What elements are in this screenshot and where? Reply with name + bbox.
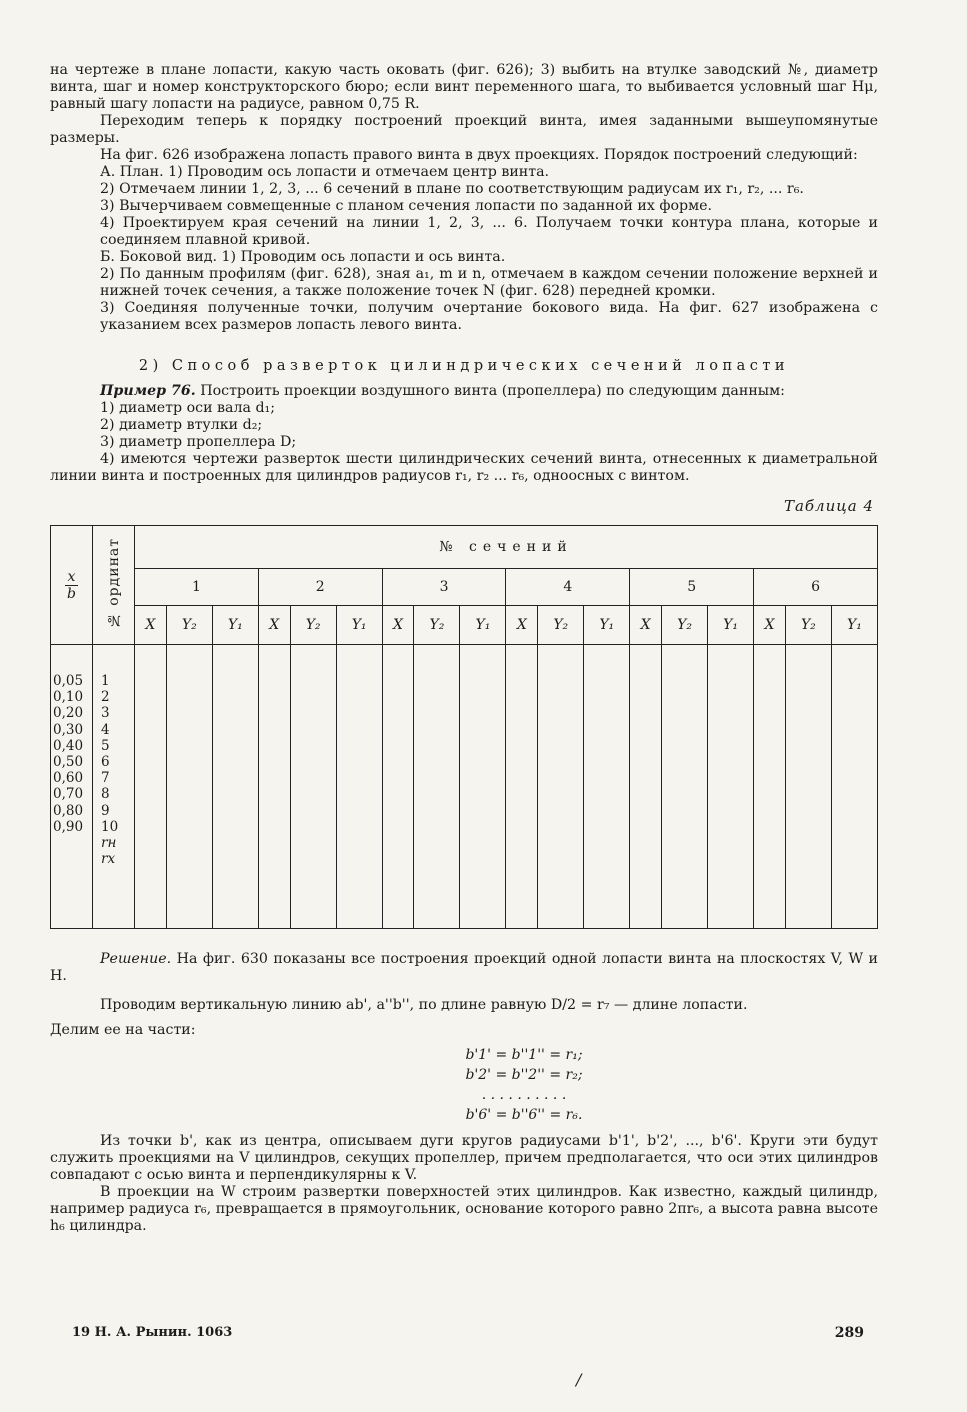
- x-over-b-header: $\frac{x}{b}$: [51, 526, 93, 645]
- x-value: 0,05: [53, 673, 84, 689]
- empty-cell: [166, 645, 212, 929]
- ordinate-number: 4: [101, 721, 110, 738]
- empty-cell: [584, 645, 630, 929]
- table-caption: Таблица 4: [783, 497, 874, 515]
- empty-cell: [662, 645, 708, 929]
- sections-header: № сечений: [135, 526, 878, 569]
- x-value: 0,50: [53, 753, 84, 770]
- sub-header-6-1: X: [754, 606, 786, 645]
- x-value: 0,60: [53, 770, 84, 787]
- ordinate-number: 5: [101, 737, 110, 754]
- solution-label: Решение.: [100, 951, 172, 967]
- example-item-4: 4) имеются чертежи разверток шести цилиндрических сечений винта, отнесенных к диаметральной линии винта и построенных для цилиндров радиусов r₁, r₂ ... r₆, одноосных с винтом.: [50, 451, 878, 484]
- step-a4: 4) Проектируем края сечений на линии 1, 2, 3, ... 6. Получаем точки контура плана, которые и соединяем плавной кривой.: [100, 215, 878, 248]
- section-number-4: 4: [506, 569, 630, 606]
- ordinate-header: № ординат: [93, 526, 135, 645]
- section-number-3: 3: [382, 569, 506, 606]
- paragraph-1: на чертеже в плане лопасти, какую часть оковать (фиг. 626); 3) выбить на втулке заводский №, диаметр винта, шаг и номер конструкторского бюро; если винт переменного шага, то выбивается условный шаг Hμ, равный шагу лопасти на радиусе, равном 0,75 R.: [50, 62, 878, 112]
- sub-header-1-1: X: [135, 606, 167, 645]
- sub-header-6-2: Y₂: [785, 606, 831, 645]
- page-body: [50, 62, 878, 1235]
- formula-1: b'1' = b''1'' = r₁;: [465, 1047, 583, 1063]
- ordinate-number: 10: [101, 818, 119, 835]
- empty-cell: [538, 645, 584, 929]
- sub-header-2-3: Y₁: [336, 606, 382, 645]
- step-a3: 3) Вычерчиваем совмещенные с планом сечения лопасти по заданной их форме.: [100, 198, 713, 214]
- formula-3: . . . . . . . . . .: [481, 1087, 567, 1103]
- example-item-3: 3) диаметр пропеллера D;: [100, 434, 297, 450]
- sub-header-5-1: X: [630, 606, 662, 645]
- plan-steps: [50, 164, 878, 334]
- x-value: 0,30: [53, 721, 84, 738]
- solution-para-b: В проекции на W строим развертки поверхностей этих цилиндров. Как известно, каждый цилиндр, например радиуса r₆, превращается в прямоугольник, основание которого равно 2πr₆, а высота равна высоте h₆ цилиндра.: [50, 1184, 878, 1234]
- ordinate-number: 7: [101, 770, 110, 787]
- sub-header-1-3: Y₁: [212, 606, 258, 645]
- formula-2: b'2' = b''2'' = r₂;: [465, 1067, 583, 1083]
- sub-header-4-1: X: [506, 606, 538, 645]
- sub-header-1-2: Y₂: [166, 606, 212, 645]
- ordinate-column: [93, 645, 135, 929]
- empty-cell: [414, 645, 460, 929]
- sub-header-5-3: Y₁: [708, 606, 754, 645]
- section-number-1: 1: [135, 569, 259, 606]
- page-footer: [72, 1325, 864, 1340]
- empty-cell: [290, 645, 336, 929]
- x-value: 0,40: [53, 737, 84, 754]
- sub-header-row: [51, 606, 878, 645]
- sub-header-2-1: X: [258, 606, 290, 645]
- ordinate-number: rн: [101, 834, 117, 851]
- empty-cell: [754, 645, 786, 929]
- sub-header-5-2: Y₂: [662, 606, 708, 645]
- x-value: 0,90: [53, 818, 84, 835]
- ordinate-number: 9: [101, 802, 110, 819]
- sub-header-3-1: X: [382, 606, 414, 645]
- step-b1: Б. Боковой вид. 1) Проводим ось лопасти и ось винта.: [100, 249, 506, 265]
- formula-4: b'6' = b''6'' = r₆.: [465, 1107, 583, 1123]
- ordinate-number: 2: [101, 689, 110, 706]
- paragraph-3: На фиг. 626 изображена лопасть правого винта в двух проекциях. Порядок построений следующий:: [100, 147, 858, 163]
- solution-line-2: Проводим вертикальную линию ab', a''b'', по длине равную D/2 = r₇ — длине лопасти.: [100, 997, 748, 1013]
- step-b3: 3) Соединяя полученные точки, получим очертание бокового вида. На фиг. 627 изображена с указанием всех размеров лопасть левого винта.: [100, 300, 878, 333]
- x-value: 0,10: [53, 689, 84, 706]
- footer-signature: 19 Н. А. Рынин. 1063: [72, 1325, 233, 1340]
- sub-header-4-3: Y₁: [584, 606, 630, 645]
- sub-header-2-2: Y₂: [290, 606, 336, 645]
- ordinate-number: 3: [101, 705, 110, 722]
- empty-cell: [708, 645, 754, 929]
- section-number-6: 6: [754, 569, 878, 606]
- step-b2: 2) По данным профилям (фиг. 628), зная a₁, m и n, отмечаем в каждом сечении положение верхней и нижней точек сечения, а также положение точек N (фиг. 628) передней кромки.: [100, 266, 878, 299]
- table-data-row: [51, 645, 878, 929]
- example-item-1: 1) диаметр оси вала d₁;: [100, 400, 276, 416]
- example-text: Построить проекции воздушного винта (пропеллера) по следующим данным:: [200, 383, 785, 399]
- empty-cell: [135, 645, 167, 929]
- sub-header-4-2: Y₂: [538, 606, 584, 645]
- section-number-row: [51, 569, 878, 606]
- example-block: [50, 383, 878, 485]
- x-values-column: [51, 645, 93, 929]
- empty-cell: [258, 645, 290, 929]
- empty-cell: [336, 645, 382, 929]
- empty-cell: [831, 645, 877, 929]
- page-number: 289: [834, 1325, 864, 1341]
- example-label: Пример 76.: [100, 383, 196, 399]
- sub-header-6-3: Y₁: [831, 606, 877, 645]
- empty-cell: [785, 645, 831, 929]
- solution-line-3: Делим ее на части:: [50, 1022, 196, 1038]
- x-value: 0,80: [53, 802, 84, 819]
- formula-block: [170, 1045, 878, 1125]
- ordinate-number: 1: [101, 673, 110, 689]
- section-number-2: 2: [258, 569, 382, 606]
- sub-header-3-2: Y₂: [414, 606, 460, 645]
- section-title: 2) Способ разверток цилиндрических сечений лопасти: [138, 358, 790, 374]
- ordinate-number: 8: [101, 786, 110, 803]
- empty-cell: [212, 645, 258, 929]
- empty-cell: [506, 645, 538, 929]
- ordinate-number: 6: [101, 753, 110, 770]
- solution-block: [50, 951, 878, 1235]
- empty-cell: [460, 645, 506, 929]
- step-a1: А. План. 1) Проводим ось лопасти и отмечаем центр винта.: [100, 164, 550, 180]
- paragraph-2: Переходим теперь к порядку построений проекций винта, имея заданными вышеупомянутые размеры.: [50, 113, 878, 146]
- ordinate-number: rх: [101, 851, 116, 868]
- example-item-2: 2) диаметр втулки d₂;: [100, 417, 263, 433]
- section-number-5: 5: [630, 569, 754, 606]
- solution-para-a: Из точки b', как из центра, описываем дуги кругов радиусами b'1', b'2', ..., b'6'. Круги эти будут служить проекциями на V цилиндров, секущих пропеллер, причем предполагается, что оси этих цилиндров совпадают с осью винта и перпендикулярны к V.: [50, 1133, 878, 1183]
- step-a2: 2) Отмечаем линии 1, 2, 3, ... 6 сечений в плане по соответствующим радиусам их r₁, r₂, ... r₆.: [100, 181, 804, 197]
- solution-text: На фиг. 630 показаны все построения проекций одной лопасти винта на плоскостях V, W и H.: [50, 951, 878, 984]
- x-value: 0,70: [53, 786, 84, 803]
- x-value: 0,20: [53, 705, 84, 722]
- pencil-mark: /: [576, 1370, 582, 1389]
- sub-header-3-3: Y₁: [460, 606, 506, 645]
- top-text: [50, 62, 878, 334]
- empty-cell: [630, 645, 662, 929]
- ordinates-table: [50, 525, 878, 929]
- empty-cell: [382, 645, 414, 929]
